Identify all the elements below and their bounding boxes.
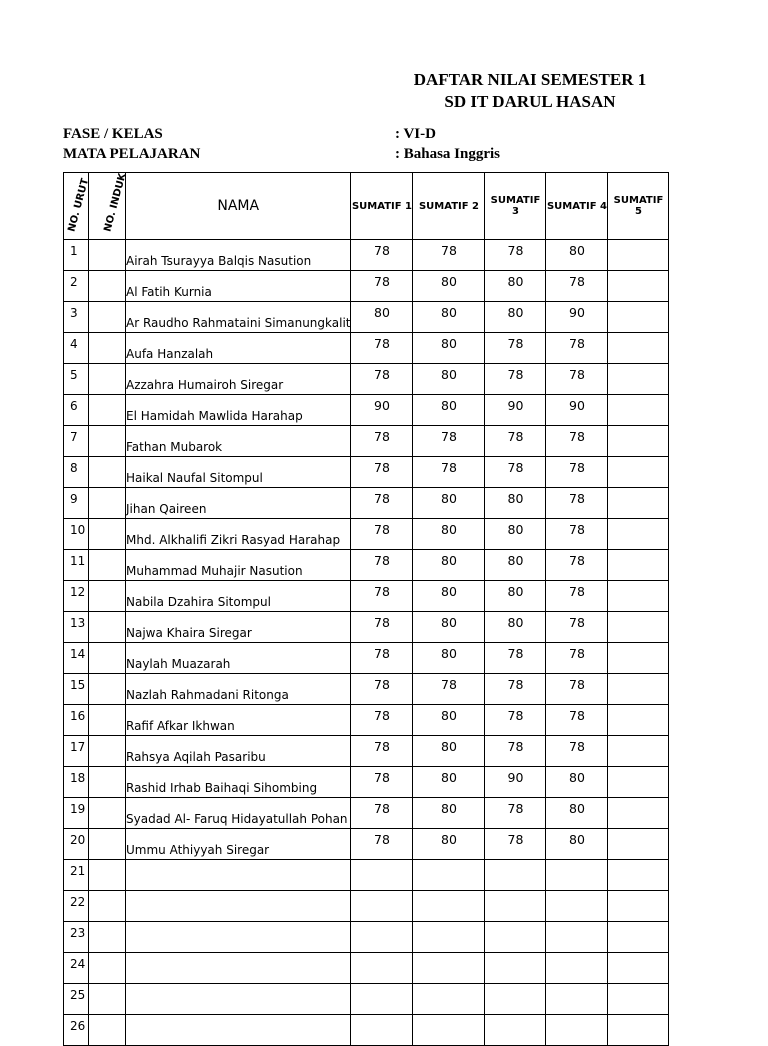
- sumatif-2-score: 80: [413, 519, 485, 550]
- student-name: Ar Raudho Rahmataini Simanungkalit: [126, 302, 351, 333]
- student-name: [126, 922, 351, 953]
- row-number: 4: [64, 333, 89, 364]
- row-number: 10: [64, 519, 89, 550]
- no-induk-cell: [89, 643, 126, 674]
- no-induk-cell: [89, 984, 126, 1015]
- sumatif-3-score: 80: [485, 550, 546, 581]
- sumatif-3-score: 78: [485, 674, 546, 705]
- student-name: Najwa Khaira Siregar: [126, 612, 351, 643]
- row-number: 13: [64, 612, 89, 643]
- student-name: El Hamidah Mawlida Harahap: [126, 395, 351, 426]
- student-name: Rashid Irhab Baihaqi Sihombing: [126, 767, 351, 798]
- sumatif-4-score: 78: [546, 581, 608, 612]
- sumatif-5-score: [608, 271, 669, 302]
- row-number: 17: [64, 736, 89, 767]
- no-induk-cell: [89, 302, 126, 333]
- row-number: 21: [64, 860, 89, 891]
- table-row: [64, 891, 669, 922]
- sumatif-3-score: 78: [485, 798, 546, 829]
- student-name: Mhd. Alkhalifi Zikri Rasyad Harahap: [126, 519, 351, 550]
- no-induk-cell: [89, 674, 126, 705]
- row-number: 12: [64, 581, 89, 612]
- sumatif-2-score: [413, 891, 485, 922]
- grades-table: [63, 172, 669, 1046]
- sumatif-5-score: [608, 984, 669, 1015]
- sumatif-5-score: [608, 550, 669, 581]
- no-induk-cell: [89, 550, 126, 581]
- student-name: [126, 1015, 351, 1046]
- sumatif-3-score: 80: [485, 519, 546, 550]
- row-number: 25: [64, 984, 89, 1015]
- row-number: 14: [64, 643, 89, 674]
- sumatif-2-score: 78: [413, 426, 485, 457]
- col-header-sumatif-4: SUMATIF 4: [546, 173, 608, 240]
- table-row: [64, 550, 669, 581]
- sumatif-1-score: [351, 860, 413, 891]
- table-row: [64, 736, 669, 767]
- sumatif-2-score: 78: [413, 457, 485, 488]
- sumatif-2-score: 80: [413, 333, 485, 364]
- table-row: [64, 705, 669, 736]
- no-induk-cell: [89, 333, 126, 364]
- sumatif-2-score: 80: [413, 736, 485, 767]
- sumatif-3-score: [485, 984, 546, 1015]
- sumatif-1-score: 78: [351, 333, 413, 364]
- sumatif-4-score: 78: [546, 488, 608, 519]
- no-induk-cell: [89, 426, 126, 457]
- sumatif-5-score: [608, 736, 669, 767]
- sumatif-2-score: 80: [413, 643, 485, 674]
- fase-kelas-label: FASE / KELAS: [63, 126, 163, 142]
- student-name: Haikal Naufal Sitompul: [126, 457, 351, 488]
- sumatif-4-score: 80: [546, 240, 608, 271]
- sumatif-2-score: 80: [413, 302, 485, 333]
- sumatif-1-score: 78: [351, 240, 413, 271]
- sumatif-4-score: 78: [546, 705, 608, 736]
- mata-pelajaran-value: : Bahasa Inggris: [395, 146, 501, 162]
- table-row: [64, 1015, 669, 1046]
- sumatif-2-score: [413, 1015, 485, 1046]
- sumatif-2-score: [413, 922, 485, 953]
- sumatif-4-score: 78: [546, 457, 608, 488]
- sumatif-5-score: [608, 860, 669, 891]
- row-number: 8: [64, 457, 89, 488]
- sumatif-5-score: [608, 1015, 669, 1046]
- sumatif-5-score: [608, 333, 669, 364]
- sumatif-2-score: 80: [413, 395, 485, 426]
- no-induk-cell: [89, 457, 126, 488]
- col-header-nama: NAMA: [126, 173, 351, 240]
- table-row: [64, 581, 669, 612]
- row-number: 11: [64, 550, 89, 581]
- sumatif-4-score: [546, 922, 608, 953]
- document-title: DAFTAR NILAI SEMESTER 1: [413, 70, 647, 89]
- table-row: [64, 674, 669, 705]
- no-induk-cell: [89, 271, 126, 302]
- row-number: 22: [64, 891, 89, 922]
- student-name: Fathan Mubarok: [126, 426, 351, 457]
- student-name: Rahsya Aqilah Pasaribu: [126, 736, 351, 767]
- no-induk-cell: [89, 891, 126, 922]
- sumatif-3-score: 78: [485, 457, 546, 488]
- sumatif-1-score: 78: [351, 829, 413, 860]
- sumatif-1-score: 90: [351, 395, 413, 426]
- table-row: [64, 426, 669, 457]
- row-number: 20: [64, 829, 89, 860]
- sumatif-3-score: 80: [485, 488, 546, 519]
- sumatif-5-score: [608, 643, 669, 674]
- row-number: 2: [64, 271, 89, 302]
- sumatif-1-score: 78: [351, 426, 413, 457]
- sumatif-4-score: 90: [546, 395, 608, 426]
- row-number: 24: [64, 953, 89, 984]
- sumatif-5-score: [608, 457, 669, 488]
- student-name: Muhammad Muhajir Nasution: [126, 550, 351, 581]
- sumatif-3-score: 78: [485, 240, 546, 271]
- sumatif-3-score: 78: [485, 736, 546, 767]
- sumatif-1-score: 78: [351, 767, 413, 798]
- sumatif-1-score: 78: [351, 364, 413, 395]
- row-number: 5: [64, 364, 89, 395]
- row-number: 15: [64, 674, 89, 705]
- sumatif-1-score: [351, 1015, 413, 1046]
- sumatif-4-score: [546, 953, 608, 984]
- sumatif-2-score: 80: [413, 581, 485, 612]
- sumatif-4-score: 78: [546, 333, 608, 364]
- student-name: Rafif Afkar Ikhwan: [126, 705, 351, 736]
- sumatif-3-score: [485, 891, 546, 922]
- student-name: Syadad Al- Faruq Hidayatullah Pohan: [126, 798, 351, 829]
- table-row: [64, 395, 669, 426]
- sumatif-4-score: 78: [546, 271, 608, 302]
- grade-rows: [64, 240, 669, 1046]
- table-row: [64, 457, 669, 488]
- sumatif-3-score: 80: [485, 581, 546, 612]
- row-number: 7: [64, 426, 89, 457]
- sumatif-4-score: 78: [546, 426, 608, 457]
- sumatif-1-score: 78: [351, 488, 413, 519]
- sumatif-1-score: 78: [351, 612, 413, 643]
- sumatif-2-score: 80: [413, 488, 485, 519]
- sumatif-2-score: 80: [413, 550, 485, 581]
- sumatif-5-score: [608, 767, 669, 798]
- sumatif-3-score: 78: [485, 333, 546, 364]
- col-header-sumatif-5: SUMATIF 5: [608, 173, 669, 240]
- sumatif-4-score: 78: [546, 674, 608, 705]
- sumatif-4-score: [546, 891, 608, 922]
- sumatif-4-score: 80: [546, 829, 608, 860]
- sumatif-3-score: 78: [485, 426, 546, 457]
- no-induk-cell: [89, 829, 126, 860]
- table-row: [64, 643, 669, 674]
- no-induk-cell: [89, 581, 126, 612]
- sumatif-4-score: 80: [546, 767, 608, 798]
- sumatif-3-score: 78: [485, 705, 546, 736]
- sumatif-1-score: 78: [351, 457, 413, 488]
- student-name: [126, 860, 351, 891]
- sumatif-4-score: 78: [546, 736, 608, 767]
- student-name: Aufa Hanzalah: [126, 333, 351, 364]
- no-induk-cell: [89, 798, 126, 829]
- sumatif-1-score: [351, 953, 413, 984]
- sumatif-2-score: [413, 953, 485, 984]
- row-number: 1: [64, 240, 89, 271]
- sumatif-5-score: [608, 488, 669, 519]
- row-number: 26: [64, 1015, 89, 1046]
- sumatif-1-score: 78: [351, 581, 413, 612]
- sumatif-3-score: [485, 953, 546, 984]
- fase-kelas-value: : VI-D: [395, 126, 436, 142]
- table-row: [64, 364, 669, 395]
- no-induk-cell: [89, 488, 126, 519]
- student-name: Nabila Dzahira Sitompul: [126, 581, 351, 612]
- sumatif-4-score: [546, 860, 608, 891]
- no-induk-cell: [89, 395, 126, 426]
- sumatif-2-score: 80: [413, 705, 485, 736]
- table-row: [64, 333, 669, 364]
- table-row: [64, 984, 669, 1015]
- sumatif-1-score: [351, 984, 413, 1015]
- table-row: [64, 488, 669, 519]
- col-header-sumatif-2: SUMATIF 2: [413, 173, 485, 240]
- student-name: Azzahra Humairoh Siregar: [126, 364, 351, 395]
- sumatif-1-score: 78: [351, 736, 413, 767]
- header-row: [64, 173, 669, 240]
- sumatif-5-score: [608, 612, 669, 643]
- student-name: Airah Tsurayya Balqis Nasution: [126, 240, 351, 271]
- sumatif-2-score: [413, 984, 485, 1015]
- sumatif-1-score: [351, 922, 413, 953]
- no-induk-cell: [89, 705, 126, 736]
- no-induk-cell: [89, 736, 126, 767]
- table-row: [64, 519, 669, 550]
- sumatif-5-score: [608, 302, 669, 333]
- sumatif-3-score: 80: [485, 271, 546, 302]
- table-row: [64, 302, 669, 333]
- col-header-no-urut: NO. URUT: [64, 173, 89, 240]
- no-induk-cell: [89, 612, 126, 643]
- table-row: [64, 953, 669, 984]
- sumatif-4-score: 78: [546, 643, 608, 674]
- sumatif-2-score: 80: [413, 271, 485, 302]
- sumatif-3-score: 90: [485, 767, 546, 798]
- student-name: Nazlah Rahmadani Ritonga: [126, 674, 351, 705]
- sumatif-3-score: 80: [485, 612, 546, 643]
- sumatif-5-score: [608, 581, 669, 612]
- sumatif-2-score: 80: [413, 767, 485, 798]
- sumatif-4-score: [546, 1015, 608, 1046]
- table-row: [64, 922, 669, 953]
- no-induk-cell: [89, 364, 126, 395]
- student-name: Al Fatih Kurnia: [126, 271, 351, 302]
- sumatif-1-score: 78: [351, 550, 413, 581]
- sumatif-2-score: 80: [413, 798, 485, 829]
- sumatif-4-score: 78: [546, 550, 608, 581]
- sumatif-5-score: [608, 426, 669, 457]
- table-row: [64, 798, 669, 829]
- sumatif-3-score: [485, 922, 546, 953]
- row-number: 16: [64, 705, 89, 736]
- no-induk-cell: [89, 519, 126, 550]
- student-name: [126, 891, 351, 922]
- mata-pelajaran-label: MATA PELAJARAN: [63, 146, 201, 162]
- sumatif-5-score: [608, 395, 669, 426]
- sumatif-3-score: [485, 860, 546, 891]
- row-number: 9: [64, 488, 89, 519]
- table-row: [64, 240, 669, 271]
- sumatif-4-score: 90: [546, 302, 608, 333]
- no-induk-cell: [89, 240, 126, 271]
- sumatif-2-score: [413, 860, 485, 891]
- sumatif-5-score: [608, 891, 669, 922]
- col-header-sumatif-3: SUMATIF 3: [485, 173, 546, 240]
- sumatif-5-score: [608, 519, 669, 550]
- row-number: 3: [64, 302, 89, 333]
- no-induk-cell: [89, 860, 126, 891]
- sumatif-1-score: 80: [351, 302, 413, 333]
- sumatif-4-score: 78: [546, 519, 608, 550]
- sumatif-5-score: [608, 922, 669, 953]
- row-number: 18: [64, 767, 89, 798]
- table-row: [64, 860, 669, 891]
- student-name: [126, 953, 351, 984]
- sumatif-3-score: 78: [485, 829, 546, 860]
- sumatif-2-score: 78: [413, 240, 485, 271]
- sumatif-2-score: 80: [413, 612, 485, 643]
- sumatif-5-score: [608, 364, 669, 395]
- student-name: Naylah Muazarah: [126, 643, 351, 674]
- sumatif-4-score: 78: [546, 612, 608, 643]
- row-number: 23: [64, 922, 89, 953]
- student-name: Ummu Athiyyah Siregar: [126, 829, 351, 860]
- sumatif-5-score: [608, 705, 669, 736]
- sumatif-1-score: 78: [351, 798, 413, 829]
- sumatif-5-score: [608, 674, 669, 705]
- sumatif-3-score: 78: [485, 364, 546, 395]
- sumatif-5-score: [608, 798, 669, 829]
- no-induk-cell: [89, 1015, 126, 1046]
- sumatif-3-score: [485, 1015, 546, 1046]
- col-header-no-induk: NO. INDUK: [89, 173, 126, 240]
- sumatif-1-score: 78: [351, 705, 413, 736]
- sumatif-2-score: 80: [413, 829, 485, 860]
- sumatif-1-score: [351, 891, 413, 922]
- student-name: Jihan Qaireen: [126, 488, 351, 519]
- no-induk-cell: [89, 767, 126, 798]
- col-header-sumatif-1: SUMATIF 1: [351, 173, 413, 240]
- row-number: 19: [64, 798, 89, 829]
- table-row: [64, 271, 669, 302]
- sumatif-2-score: 78: [413, 674, 485, 705]
- sumatif-2-score: 80: [413, 364, 485, 395]
- sumatif-5-score: [608, 829, 669, 860]
- sumatif-3-score: 80: [485, 302, 546, 333]
- school-name: SD IT DARUL HASAN: [444, 92, 616, 111]
- table-row: [64, 767, 669, 798]
- table-row: [64, 829, 669, 860]
- sumatif-5-score: [608, 240, 669, 271]
- sumatif-5-score: [608, 953, 669, 984]
- student-name: [126, 984, 351, 1015]
- sumatif-1-score: 78: [351, 643, 413, 674]
- sumatif-1-score: 78: [351, 674, 413, 705]
- no-induk-cell: [89, 922, 126, 953]
- sumatif-3-score: 90: [485, 395, 546, 426]
- sumatif-1-score: 78: [351, 519, 413, 550]
- sumatif-4-score: 78: [546, 364, 608, 395]
- table-row: [64, 612, 669, 643]
- row-number: 6: [64, 395, 89, 426]
- no-induk-cell: [89, 953, 126, 984]
- sumatif-1-score: 78: [351, 271, 413, 302]
- sumatif-4-score: [546, 984, 608, 1015]
- sumatif-4-score: 80: [546, 798, 608, 829]
- sumatif-3-score: 78: [485, 643, 546, 674]
